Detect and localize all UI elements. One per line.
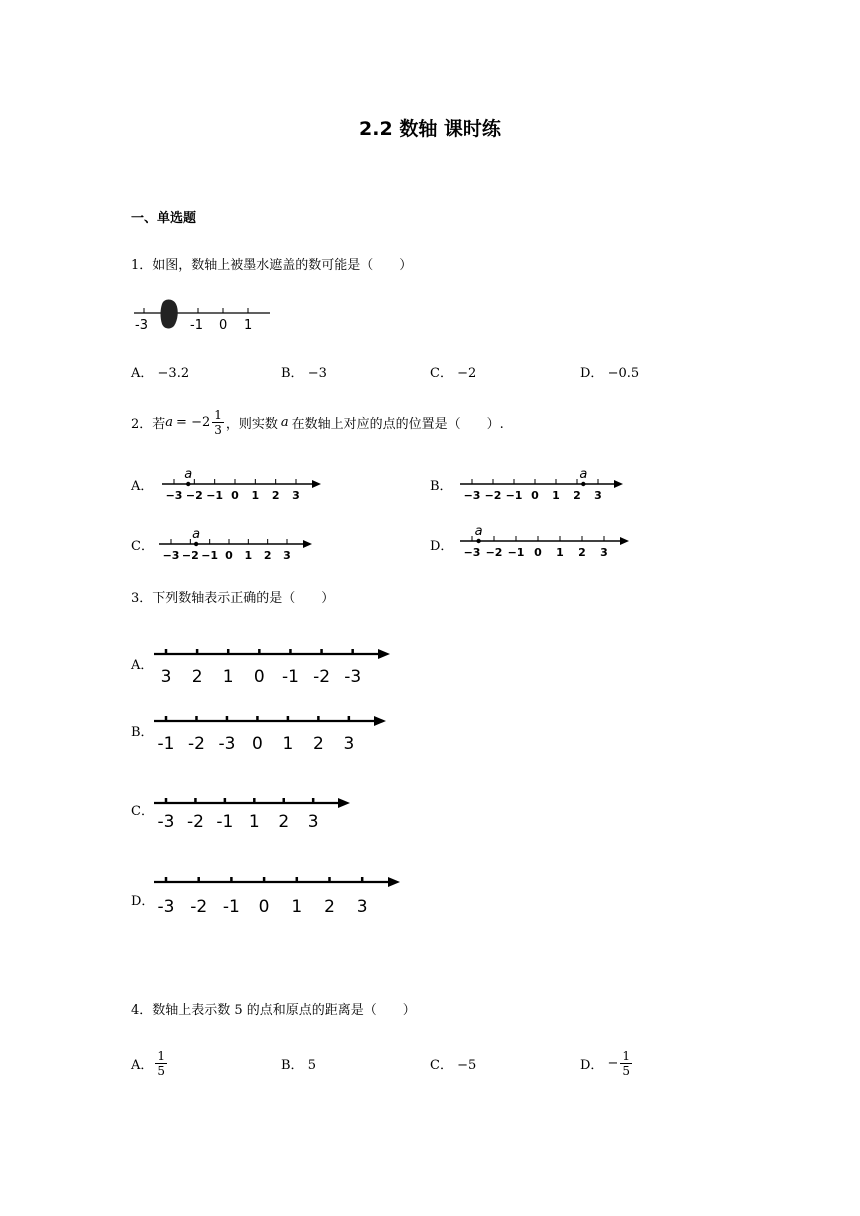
- frac-num: 1: [157, 1048, 166, 1063]
- q3-tick-label: 2: [191, 667, 203, 687]
- q4-option-c[interactable]: [430, 1054, 476, 1073]
- q3-tick-label: 2: [312, 734, 324, 754]
- q2-tick-label: 1: [552, 489, 560, 502]
- option-label: A．: [131, 1057, 154, 1073]
- option-value: −0.5: [607, 366, 640, 381]
- q3-tick-label: -2: [313, 667, 331, 687]
- option-sign: −: [607, 1055, 619, 1071]
- question-4-text: 4．数轴上表示数 5 的点和原点的距离是（ ）: [131, 1003, 416, 1018]
- q3-tick-label: -2: [186, 812, 204, 832]
- q1-option-a[interactable]: [131, 362, 189, 381]
- q2-tick-label: −2: [185, 489, 203, 502]
- frac-num: 1: [622, 1048, 630, 1063]
- q2-tick-label: −3: [165, 489, 183, 502]
- q3-tick-label: 1: [291, 897, 303, 917]
- q2-option-d[interactable]: [430, 535, 453, 554]
- q2-number-line-d: [456, 518, 632, 563]
- option-label: B．: [281, 366, 304, 381]
- q2-number-line-c: [155, 521, 315, 563]
- option-label: C．: [430, 1058, 453, 1073]
- q3-tick-label: 0: [258, 897, 270, 917]
- q2-point-label: a: [579, 467, 588, 482]
- option-label: A．: [131, 479, 154, 494]
- q3-number-line-d: [152, 868, 402, 920]
- option-label: B．: [430, 479, 453, 494]
- q1-option-c[interactable]: [430, 362, 476, 381]
- q3-number-line-b: [152, 707, 388, 757]
- q2-tick-label: 1: [244, 549, 253, 562]
- q2-fraction: [212, 409, 224, 436]
- q4-fraction: [620, 1050, 632, 1077]
- q3-tick-label: -1: [216, 812, 234, 832]
- q3-tick-label: 1: [282, 734, 294, 754]
- q2-variable: a: [165, 414, 174, 430]
- q2-frac-den: 3: [214, 422, 222, 437]
- arrow-head-icon: [338, 798, 350, 808]
- q2-point-a: [581, 482, 585, 486]
- q2-tick-label: 3: [292, 489, 300, 502]
- question-3-text: 3．下列数轴表示正确的是（ ）: [131, 591, 335, 606]
- option-label: D．: [430, 539, 454, 554]
- q2-tick-label: 3: [594, 489, 602, 502]
- option-value: 5: [307, 1058, 316, 1073]
- q3-tick-label: -3: [218, 734, 236, 754]
- q4-option-b[interactable]: [281, 1054, 316, 1073]
- q2-frac-num: 1: [214, 407, 222, 422]
- option-label: D．: [131, 894, 155, 909]
- q3-tick-label: 3: [356, 897, 368, 917]
- q2-tick-label: −1: [206, 489, 224, 502]
- q3-tick-label: -3: [157, 897, 175, 917]
- option-label: C．: [131, 539, 154, 554]
- q3-option-b[interactable]: [131, 721, 154, 740]
- q2-tick-label: −2: [485, 546, 503, 559]
- q2-option-c[interactable]: [131, 535, 154, 554]
- q2-tick-label: −1: [201, 549, 219, 562]
- frac-den: 5: [157, 1063, 166, 1078]
- q2-point-label: a: [474, 524, 483, 539]
- option-value: −5: [457, 1058, 477, 1073]
- q3-tick-label: 0: [252, 734, 263, 754]
- q2-tick-label: 2: [573, 489, 581, 502]
- q3-tick-label: -3: [157, 812, 175, 832]
- q4-option-a[interactable]: [131, 1043, 169, 1083]
- q2-point-a: [186, 482, 190, 486]
- ink-blot-icon: [161, 300, 178, 329]
- q1-number-line-figure: [128, 296, 278, 336]
- q4-option-d[interactable]: [580, 1043, 634, 1083]
- q2-tick-label: 2: [271, 489, 280, 502]
- option-label: D．: [580, 366, 604, 381]
- option-label: C．: [430, 366, 453, 381]
- q2-tick-label: 3: [600, 546, 608, 559]
- q2-tick-label: −3: [162, 549, 180, 562]
- q2-number-line-a: [158, 461, 324, 503]
- q2-option-a[interactable]: [131, 475, 153, 494]
- option-label: B．: [281, 1058, 304, 1073]
- q1-tick-label: 0: [219, 318, 228, 333]
- q2-prefix: 2．若: [131, 416, 166, 432]
- q2-variable: a: [280, 414, 289, 430]
- q1-tick-label: -1: [190, 318, 203, 333]
- arrow-head-icon: [374, 716, 386, 726]
- q2-option-b[interactable]: [430, 475, 453, 494]
- q2-suffix-1: ，则实数: [225, 416, 278, 432]
- q3-tick-label: 1: [248, 812, 260, 832]
- q3-tick-label: 2: [278, 812, 290, 832]
- q3-tick-label: 3: [343, 734, 355, 754]
- q3-option-a[interactable]: [131, 654, 153, 673]
- frac-den: 5: [622, 1063, 630, 1078]
- q3-number-line-a: [152, 640, 392, 690]
- q2-tick-label: 0: [534, 546, 542, 559]
- option-label: C．: [131, 804, 154, 819]
- q2-tick-label: −2: [484, 489, 502, 502]
- option-value: −2: [457, 366, 477, 381]
- q2-tick-label: 2: [263, 549, 272, 562]
- q3-tick-label: -1: [281, 667, 299, 687]
- option-value: −3: [307, 366, 327, 381]
- q2-tick-label: 0: [531, 489, 539, 502]
- q2-tick-label: −2: [181, 549, 199, 562]
- q3-tick-label: -2: [190, 897, 208, 917]
- arrow-head-icon: [620, 537, 629, 545]
- q2-tick-label: 0: [231, 489, 239, 502]
- option-label: D．: [580, 1057, 604, 1073]
- page-title: 2.2 数轴 课时练: [359, 118, 501, 140]
- q1-tick-label: -3: [135, 318, 148, 333]
- q3-tick-label: -2: [187, 734, 205, 754]
- option-value: −3.2: [157, 366, 190, 381]
- q3-option-d[interactable]: [131, 890, 154, 909]
- q3-option-c[interactable]: [131, 800, 154, 819]
- q2-suffix-2: 在数轴上对应的点的位置是（ ）.: [291, 416, 504, 432]
- section-heading: 一、单选题: [131, 211, 197, 226]
- q2-equals: = −2: [176, 414, 211, 430]
- q2-point-label: a: [192, 527, 201, 542]
- q2-tick-label: −3: [463, 546, 481, 559]
- q3-number-line-c: [152, 789, 352, 835]
- q2-tick-label: −1: [505, 489, 523, 502]
- question-2-text: [131, 402, 504, 442]
- q3-tick-label: 0: [253, 667, 265, 687]
- arrow-head-icon: [388, 877, 400, 887]
- q2-tick-label: 2: [578, 546, 586, 559]
- q3-tick-label: 3: [307, 812, 319, 832]
- q1-option-b[interactable]: [281, 362, 327, 381]
- q2-tick-label: 1: [251, 489, 260, 502]
- question-1-text: 1．如图，数轴上被墨水遮盖的数可能是（ ）: [131, 258, 413, 273]
- option-label: B．: [131, 725, 154, 740]
- q2-tick-label: 0: [225, 549, 233, 562]
- option-label: A．: [131, 366, 154, 381]
- arrow-head-icon: [312, 480, 321, 488]
- arrow-head-icon: [614, 480, 623, 488]
- q1-option-d[interactable]: [580, 362, 639, 381]
- q2-number-line-b: [456, 461, 626, 503]
- q3-tick-label: 3: [160, 667, 172, 687]
- q2-point-a: [194, 542, 198, 546]
- q1-tick-label: 1: [244, 318, 253, 333]
- q2-point-label: a: [184, 467, 193, 482]
- q2-tick-label: −3: [463, 489, 481, 502]
- arrow-head-icon: [378, 649, 390, 659]
- q3-tick-label: -1: [157, 734, 175, 754]
- q2-tick-label: 1: [556, 546, 564, 559]
- arrow-head-icon: [303, 540, 312, 548]
- q2-tick-label: 3: [283, 549, 291, 562]
- option-label: A．: [131, 658, 154, 673]
- q3-tick-label: -1: [222, 897, 240, 917]
- q2-point-a: [476, 539, 480, 543]
- q4-fraction: [155, 1050, 167, 1077]
- q3-tick-label: -3: [344, 667, 362, 687]
- q3-tick-label: 2: [324, 897, 335, 917]
- q2-tick-label: −1: [507, 546, 525, 559]
- q3-tick-label: 1: [222, 667, 234, 687]
